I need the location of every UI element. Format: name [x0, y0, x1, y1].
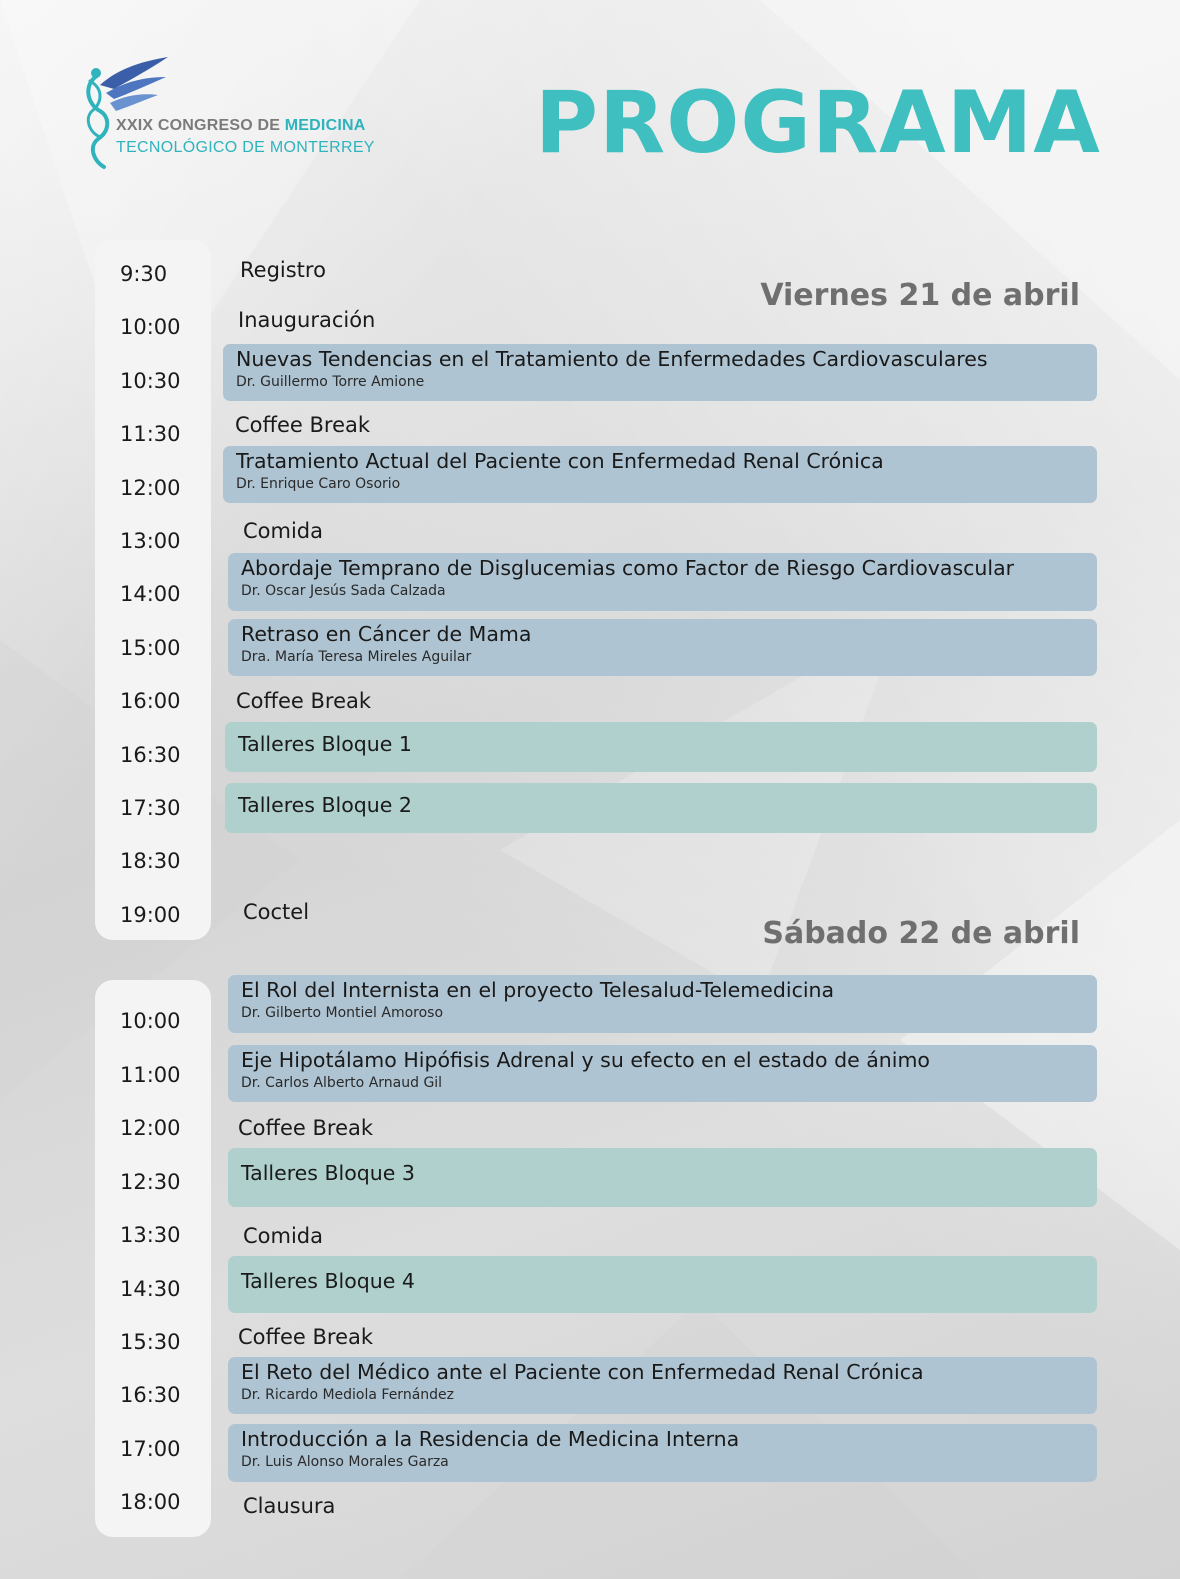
time-slot: 13:30 — [120, 1223, 181, 1247]
schedule-label: Coctel — [243, 900, 310, 924]
schedule-label: Coffee Break — [236, 689, 372, 713]
workshop-bar — [228, 1256, 1097, 1313]
talk-speaker: Dr. Enrique Caro Osorio — [236, 476, 401, 492]
time-slot: 18:30 — [120, 849, 181, 873]
workshop-title: Talleres Bloque 4 — [241, 1269, 415, 1293]
schedule-label: Clausura — [243, 1494, 336, 1518]
talk-bar — [223, 344, 1097, 401]
talk-speaker: Dr. Gilberto Montiel Amoroso — [241, 1005, 444, 1021]
talk-bar — [223, 446, 1097, 503]
workshop-title: Talleres Bloque 2 — [238, 793, 412, 817]
time-slot: 11:00 — [120, 1063, 181, 1087]
schedule-label: Coffee Break — [238, 1325, 374, 1349]
schedule-label: Registro — [240, 258, 326, 282]
talk-bar — [228, 975, 1097, 1033]
time-slot: 10:30 — [120, 369, 181, 393]
talk-title: Nuevas Tendencias en el Tratamiento de Enfermedades Cardiovasculares — [236, 347, 988, 371]
time-slot: 17:30 — [120, 796, 181, 820]
talk-bar — [228, 1424, 1097, 1482]
schedule-label: Coffee Break — [238, 1116, 374, 1140]
talk-speaker: Dra. María Teresa Mireles Aguilar — [241, 649, 472, 665]
page-title: PROGRAMA — [535, 73, 1101, 173]
talk-title: Retraso en Cáncer de Mama — [241, 622, 532, 646]
time-slot: 9:30 — [120, 262, 168, 286]
time-slot: 16:30 — [120, 1383, 181, 1407]
talk-title: El Reto del Médico ante el Paciente con Enfermedad Renal Crónica — [241, 1360, 924, 1384]
time-slot: 12:00 — [120, 1116, 181, 1140]
time-slot: 12:00 — [120, 476, 181, 500]
schedule-label: Comida — [243, 1224, 324, 1248]
logo-text-university: TECNOLÓGICO DE MONTERREY — [116, 139, 375, 156]
time-slot: 10:00 — [120, 1009, 181, 1033]
talk-speaker: Dr. Ricardo Mediola Fernández — [241, 1387, 454, 1403]
time-slot: 17:00 — [120, 1437, 181, 1461]
time-slot: 16:00 — [120, 689, 181, 713]
talk-speaker: Dr. Luis Alonso Morales Garza — [241, 1454, 449, 1470]
workshop-title: Talleres Bloque 1 — [238, 732, 412, 756]
time-slot: 12:30 — [120, 1170, 181, 1194]
talk-title: El Rol del Internista en el proyecto Telesalud-Telemedicina — [241, 978, 835, 1002]
workshop-bar — [225, 783, 1097, 833]
talk-bar — [228, 619, 1097, 676]
talk-title: Abordaje Temprano de Disglucemias como Factor de Riesgo Cardiovascular — [241, 556, 1015, 580]
talk-speaker: Dr. Carlos Alberto Arnaud Gil — [241, 1075, 443, 1091]
workshop-bar — [228, 1148, 1097, 1207]
logo-text-congress: XXIX CONGRESO DE MEDICINA — [116, 117, 366, 134]
time-slot: 16:30 — [120, 743, 181, 767]
schedule-label: Coffee Break — [235, 413, 371, 437]
workshop-bar — [225, 722, 1097, 772]
day1-heading: Viernes 21 de abril — [760, 278, 1080, 313]
schedule-label: Comida — [243, 519, 324, 543]
time-slot: 14:00 — [120, 582, 181, 606]
talk-title: Eje Hipotálamo Hipófisis Adrenal y su efecto en el estado de ánimo — [241, 1048, 930, 1072]
schedule-label: Inauguración — [238, 308, 376, 332]
talk-title: Tratamiento Actual del Paciente con Enfermedad Renal Crónica — [236, 449, 884, 473]
time-slot: 18:00 — [120, 1490, 181, 1514]
talk-bar — [228, 1357, 1097, 1414]
time-slot: 11:30 — [120, 422, 181, 446]
day2-times-column — [95, 980, 211, 1537]
talk-speaker: Dr. Oscar Jesús Sada Calzada — [241, 583, 446, 599]
time-slot: 19:00 — [120, 903, 181, 927]
time-slot: 14:30 — [120, 1277, 181, 1301]
time-slot: 10:00 — [120, 315, 181, 339]
time-slot: 13:00 — [120, 529, 181, 553]
talk-title: Introducción a la Residencia de Medicina Interna — [241, 1427, 740, 1451]
talk-speaker: Dr. Guillermo Torre Amione — [236, 374, 425, 390]
day2-heading: Sábado 22 de abril — [762, 916, 1080, 951]
time-slot: 15:00 — [120, 636, 181, 660]
day1-times-column — [95, 240, 211, 940]
congress-logo — [80, 55, 420, 170]
talk-bar — [228, 1045, 1097, 1102]
workshop-title: Talleres Bloque 3 — [241, 1161, 415, 1185]
talk-bar — [228, 553, 1097, 611]
time-slot: 15:30 — [120, 1330, 181, 1354]
